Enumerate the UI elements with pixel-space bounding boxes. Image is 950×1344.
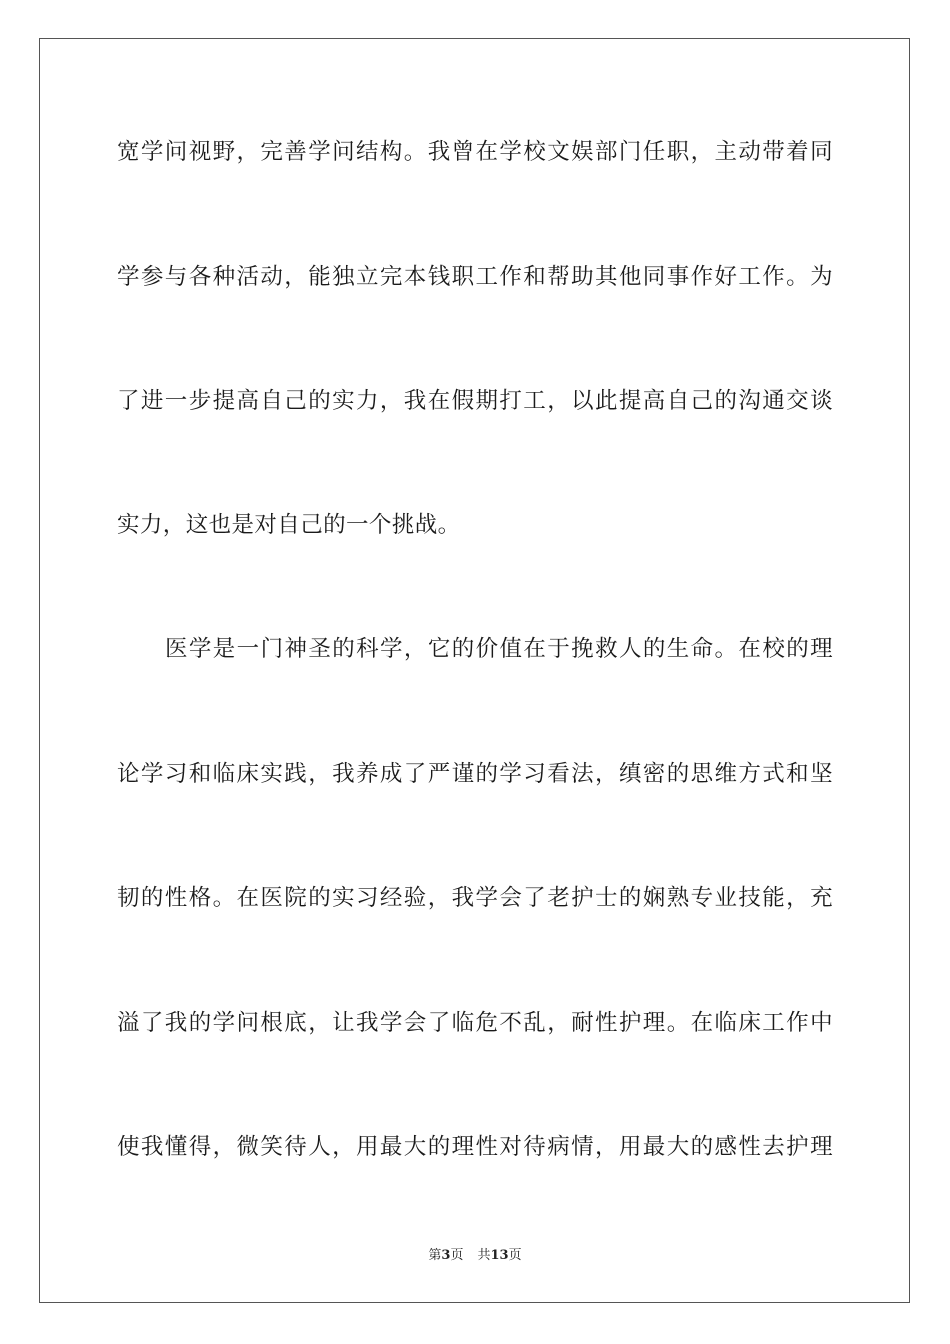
body-text-line: 使我懂得，微笑待人，用最大的理性对待病情，用最大的感性去护理 [117,1134,833,1160]
body-text-line: 学参与各种活动，能独立完本钱职工作和帮助其他同事作好工作。为 [117,264,833,290]
total-prefix: 共 [477,1248,491,1263]
body-text-line: 溢了我的学问根底，让我学会了临危不乱，耐性护理。在临床工作中 [117,1010,833,1036]
total-pages: 13 [490,1248,509,1263]
body-text-line: 宽学问视野，完善学问结构。我曾在学校文娱部门任职，主动带着同 [117,139,833,165]
paragraph-first-line: 医学是一门神圣的科学，它的价值在于挽救人的生命。在校的理 [165,636,833,662]
page-number: 3 [441,1248,451,1263]
body-text-line: 实力，这也是对自己的一个挑战。 [117,512,461,538]
body-text-line: 论学习和临床实践，我养成了严谨的学习看法，缜密的思维方式和坚 [117,761,833,787]
body-text-line: 了进一步提高自己的实力，我在假期打工，以此提高自己的沟通交谈 [117,388,833,414]
page-suffix: 页 [450,1248,464,1263]
body-text-line: 韧的性格。在医院的实习经验，我学会了老护士的娴熟专业技能，充 [117,885,833,911]
page-border [39,38,910,1303]
page-footer [0,1246,950,1266]
total-suffix: 页 [508,1248,522,1263]
page-prefix: 第 [428,1248,442,1263]
